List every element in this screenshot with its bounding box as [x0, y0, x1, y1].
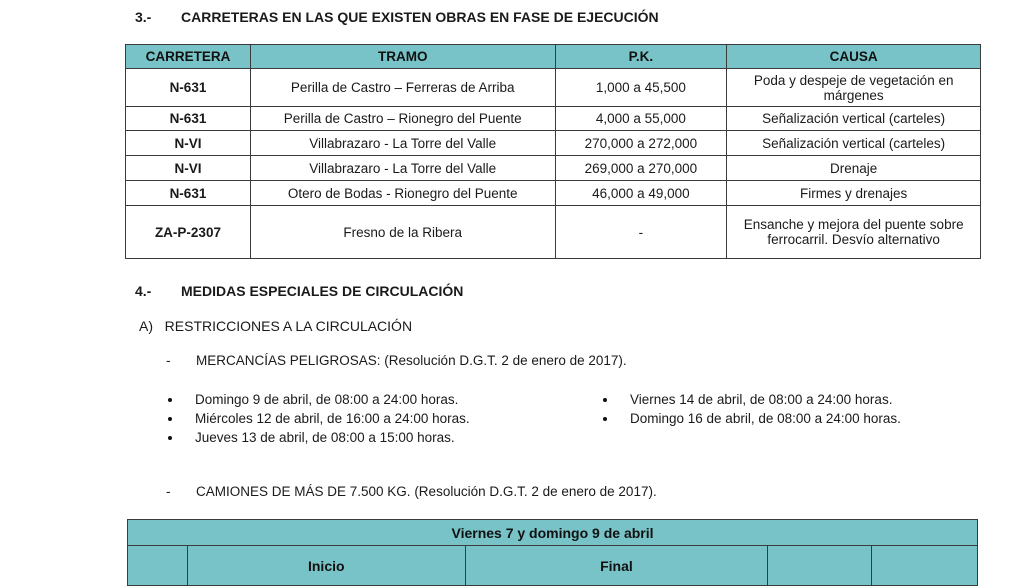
table-header-row	[128, 546, 978, 586]
trucks-table-title: Viernes 7 y domingo 9 de abril	[128, 520, 978, 546]
header-tramo: TRAMO	[250, 45, 555, 69]
restriction-dates-left	[168, 390, 470, 447]
cell-causa: Drenaje	[727, 156, 981, 181]
header-inicio: Inicio	[187, 546, 465, 586]
restriction-dates-right	[603, 390, 901, 428]
table-row	[126, 181, 981, 206]
section-title: CARRETERAS EN LAS QUE EXISTEN OBRAS EN FASE DE EJECUCIÓN	[181, 9, 659, 25]
cell-pk: 269,000 a 270,000	[555, 156, 727, 181]
dangerous-goods-text: MERCANCÍAS PELIGROSAS: (Resolución D.G.T. 2 de enero de 2017).	[196, 353, 627, 368]
header-empty	[128, 546, 188, 586]
cell-carretera: N-VI	[126, 156, 251, 181]
subsection-restrictions: A) RESTRICCIONES A LA CIRCULACIÓN	[139, 318, 413, 334]
roads-works-table	[125, 44, 981, 259]
table-row	[126, 131, 981, 156]
cell-causa: Firmes y drenajes	[727, 181, 981, 206]
list-item: Jueves 13 de abril, de 08:00 a 15:00 horas.	[168, 428, 470, 447]
cell-causa: Señalización vertical (carteles)	[727, 131, 981, 156]
header-final: Final	[465, 546, 768, 586]
cell-pk: 270,000 a 272,000	[555, 131, 727, 156]
list-item: Domingo 9 de abril, de 08:00 a 24:00 horas.	[168, 390, 470, 409]
cell-causa: Señalización vertical (carteles)	[727, 107, 981, 131]
cell-pk: 46,000 a 49,000	[555, 181, 727, 206]
cell-tramo: Otero de Bodas - Rionegro del Puente	[250, 181, 555, 206]
cell-pk: 4,000 a 55,000	[555, 107, 727, 131]
section-number: 4.-	[135, 283, 152, 299]
cell-tramo: Villabrazaro - La Torre del Valle	[250, 131, 555, 156]
dangerous-goods-line	[166, 353, 627, 368]
cell-carretera: N-VI	[126, 131, 251, 156]
header-empty	[768, 546, 872, 586]
list-item: Domingo 16 de abril, de 08:00 a 24:00 horas.	[603, 409, 901, 428]
header-carretera: CARRETERA	[126, 45, 251, 69]
cell-carretera: ZA-P-2307	[126, 206, 251, 259]
section-3-heading	[135, 9, 659, 25]
dash-marker: -	[166, 484, 171, 499]
table-row	[126, 156, 981, 181]
cell-carretera: N-631	[126, 69, 251, 107]
cell-pk: 1,000 a 45,500	[555, 69, 727, 107]
trucks-line	[166, 484, 657, 499]
header-empty	[872, 546, 978, 586]
cell-causa: Poda y despeje de vegetación en márgenes	[727, 69, 981, 107]
header-pk: P.K.	[555, 45, 727, 69]
cell-tramo: Fresno de la Ribera	[250, 206, 555, 259]
trucks-text: CAMIONES DE MÁS DE 7.500 KG. (Resolución D.G.T. 2 de enero de 2017).	[196, 484, 657, 499]
section-4-heading	[135, 283, 463, 299]
cell-tramo: Villabrazaro - La Torre del Valle	[250, 156, 555, 181]
cell-causa: Ensanche y mejora del puente sobre ferrocarril. Desvío alternativo	[727, 206, 981, 259]
table-row	[126, 69, 981, 107]
cell-pk: -	[555, 206, 727, 259]
table-row	[126, 107, 981, 131]
table-row	[126, 206, 981, 259]
table-title-row	[128, 520, 978, 546]
cell-tramo: Perilla de Castro – Rionegro del Puente	[250, 107, 555, 131]
cell-tramo: Perilla de Castro – Ferreras de Arriba	[250, 69, 555, 107]
section-number: 3.-	[135, 9, 152, 25]
list-item: Miércoles 12 de abril, de 16:00 a 24:00 horas.	[168, 409, 470, 428]
dash-marker: -	[166, 353, 171, 368]
list-item: Viernes 14 de abril, de 08:00 a 24:00 horas.	[603, 390, 901, 409]
section-title: MEDIDAS ESPECIALES DE CIRCULACIÓN	[181, 283, 464, 299]
table-header-row	[126, 45, 981, 69]
cell-carretera: N-631	[126, 107, 251, 131]
header-causa: CAUSA	[727, 45, 981, 69]
cell-carretera: N-631	[126, 181, 251, 206]
